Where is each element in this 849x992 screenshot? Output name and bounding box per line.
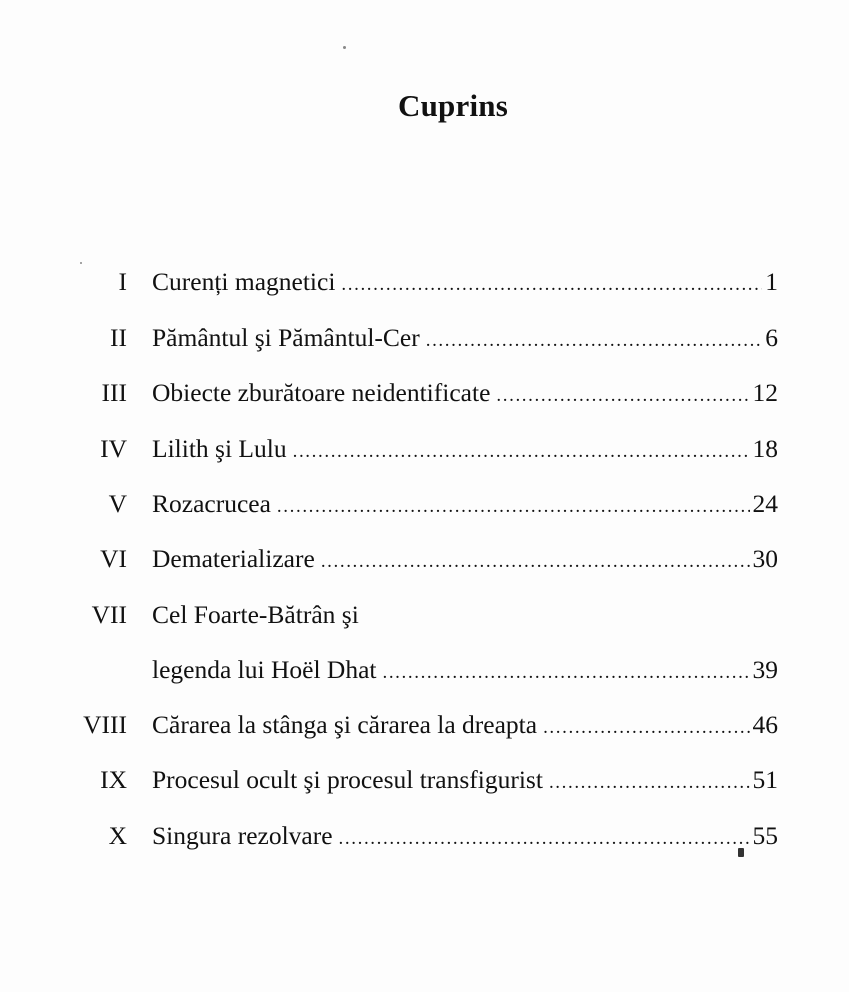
chapter-title: Obiecte zburătoare neidentificate [152, 378, 491, 407]
toc-entry-line [152, 262, 778, 305]
toc-entry-line [152, 595, 778, 635]
chapter-number: VII [91, 600, 127, 629]
toc-entry-line [152, 760, 778, 803]
chapter-title: Rozacrucea [152, 489, 271, 518]
chapter-number: V [108, 489, 127, 518]
chapter-number: X [108, 821, 127, 850]
chapter-title: Singura rezolvare [152, 821, 333, 850]
toc-entry-line [152, 429, 778, 472]
page-number: 6 [765, 323, 778, 352]
dot-leader [496, 376, 749, 416]
toc-entry [0, 429, 849, 469]
toc-entry-continuation [0, 650, 849, 690]
ink-mark [738, 848, 744, 857]
page-number: 1 [765, 267, 778, 296]
chapter-title-continued: legenda lui Hoël Dhat [152, 655, 377, 684]
toc-entry [0, 373, 849, 413]
chapter-number: I [118, 267, 127, 296]
dot-leader [321, 542, 750, 582]
toc-entry [0, 595, 849, 635]
toc-entry [0, 816, 849, 856]
toc-entry-line [152, 318, 778, 361]
chapter-title: Procesul ocult şi procesul transfigurist [152, 765, 543, 794]
dot-leader [293, 432, 750, 472]
page-number: 39 [752, 655, 778, 684]
chapter-title: Cel Foarte-Bătrân şi [152, 600, 359, 629]
toc-entry-line [152, 705, 778, 748]
toc-entry [0, 484, 849, 524]
chapter-title: Curenți magnetici [152, 267, 336, 296]
toc-entry-line [152, 650, 778, 693]
dot-leader [543, 708, 749, 748]
toc-entry-line [152, 484, 778, 527]
toc-entry [0, 539, 849, 579]
chapter-number: VI [100, 544, 127, 573]
chapter-title: Pământul şi Pământul-Cer [152, 323, 420, 352]
dot-leader [549, 763, 750, 803]
toc-entry [0, 705, 849, 745]
chapter-number: VIII [83, 710, 127, 739]
dot-leader [341, 265, 762, 305]
page-number: 12 [752, 378, 778, 407]
chapter-title: Dematerializare [152, 544, 315, 573]
dot-leader [382, 653, 749, 693]
toc-entry [0, 262, 849, 302]
page-number: 18 [752, 434, 778, 463]
print-speck [343, 46, 346, 49]
toc-entry-line [152, 373, 778, 416]
page-number: 24 [752, 489, 778, 518]
dot-leader [339, 819, 750, 859]
page-number: 30 [752, 544, 778, 573]
toc-entry-line [152, 816, 778, 859]
toc-entry-line [152, 539, 778, 582]
page-number: 51 [752, 765, 778, 794]
page-number: 55 [752, 821, 778, 850]
chapter-number: IX [100, 765, 127, 794]
dot-leader [277, 487, 750, 527]
chapter-title: Cărarea la stânga şi cărarea la dreapta [152, 710, 538, 739]
page-title: Cuprins [398, 88, 508, 123]
dot-leader [426, 321, 763, 361]
chapter-number: III [101, 378, 127, 407]
page-number: 46 [752, 710, 778, 739]
chapter-number: IV [100, 434, 127, 463]
toc-entry [0, 760, 849, 800]
toc-entry [0, 318, 849, 358]
chapter-number: II [110, 323, 127, 352]
chapter-title: Lilith şi Lulu [152, 434, 287, 463]
